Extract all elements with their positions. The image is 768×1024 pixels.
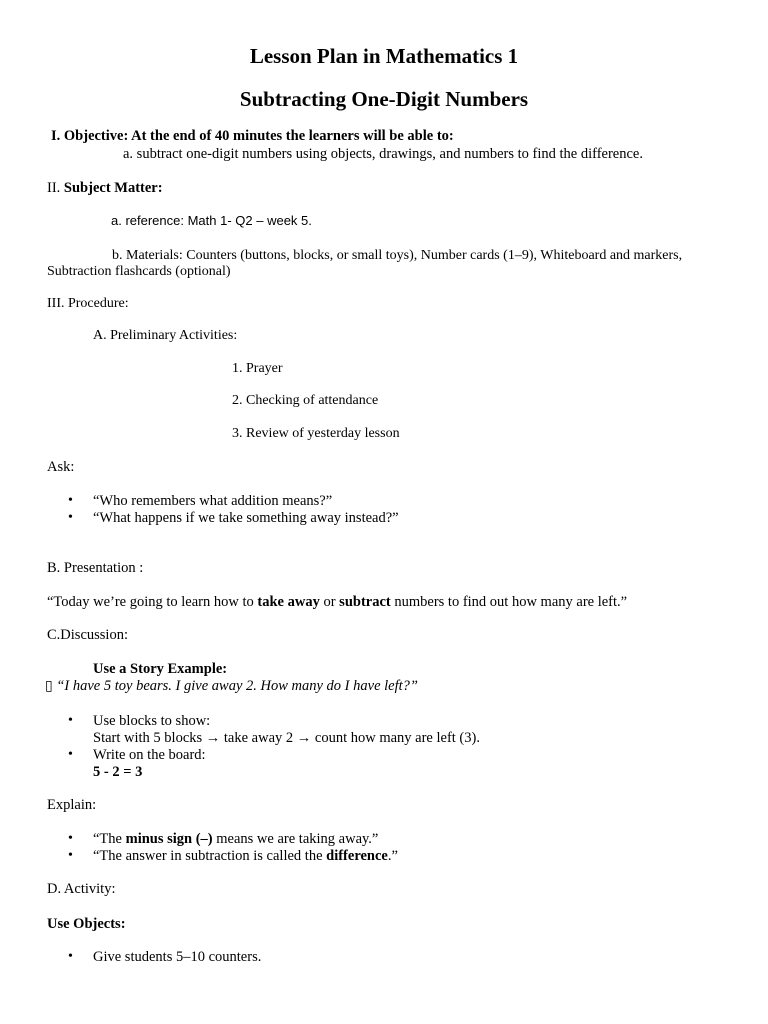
objective-item-a: a. subtract one-digit numbers using objects, drawings, and numbers to find the difference. [123, 146, 643, 162]
subject-matter-heading: II. Subject Matter: [47, 180, 163, 196]
step-review: 3. Review of yesterday lesson [232, 426, 400, 441]
story-example-line: ▯ “I have 5 toy bears. I give away 2. How many do I have left?” [45, 678, 418, 694]
story-example-label: Use a Story Example: [93, 661, 228, 677]
activity-heading: D. Activity: [47, 881, 116, 897]
bullet-marker: • [68, 713, 73, 728]
objective-heading: I. Objective: At the end of 40 minutes the learners will be able to: [51, 128, 454, 144]
preliminary-activities: A. Preliminary Activities: [93, 328, 238, 343]
ask-label: Ask: [47, 459, 75, 475]
use-objects-label: Use Objects: [47, 916, 126, 932]
activity-item-1: Give students 5–10 counters. [93, 949, 262, 965]
blocks-detail: Start with 5 blocks → take away 2 → count how many are left (3). [93, 730, 480, 746]
board-label: Write on the board: [93, 747, 206, 763]
placeholder-box-icon: ▯ [45, 678, 53, 694]
explain-item-2: “The answer in subtraction is called the difference.” [93, 848, 398, 864]
bullet-marker: • [68, 848, 73, 863]
bullet-marker: • [68, 747, 73, 762]
ask-item-2: “What happens if we take something away instead?” [93, 510, 399, 526]
procedure-heading: III. Procedure: [47, 296, 129, 311]
ask-item-1: “Who remembers what addition means?” [93, 493, 333, 509]
explain-label: Explain: [47, 797, 97, 813]
bullet-marker: • [68, 949, 73, 964]
materials-line-1: b. Materials: Counters (buttons, blocks, or small toys), Number cards (1–9), Whiteboard and markers, [112, 248, 683, 263]
bullet-marker: • [68, 510, 73, 525]
presentation-quote: “Today we’re going to learn how to take away or subtract numbers to find out how many are left.” [47, 594, 628, 610]
bullet-marker: • [68, 493, 73, 508]
blocks-label: Use blocks to show: [93, 713, 211, 729]
step-prayer: 1. Prayer [232, 361, 283, 376]
board-equation: 5 - 2 = 3 [93, 764, 143, 780]
document-subtitle: Subtracting One-Digit Numbers [239, 87, 529, 111]
discussion-heading: C.Discussion: [47, 627, 128, 643]
reference-line: a. reference: Math 1- Q2 – week 5. [111, 213, 312, 228]
explain-item-1: “The minus sign (–) means we are taking away.” [93, 831, 379, 847]
step-attendance: 2. Checking of attendance [232, 393, 379, 408]
bullet-marker: • [68, 831, 73, 846]
document-title: Lesson Plan in Mathematics 1 [249, 44, 519, 68]
presentation-heading: B. Presentation : [47, 560, 144, 576]
materials-line-2: Subtraction flashcards (optional) [47, 264, 231, 279]
